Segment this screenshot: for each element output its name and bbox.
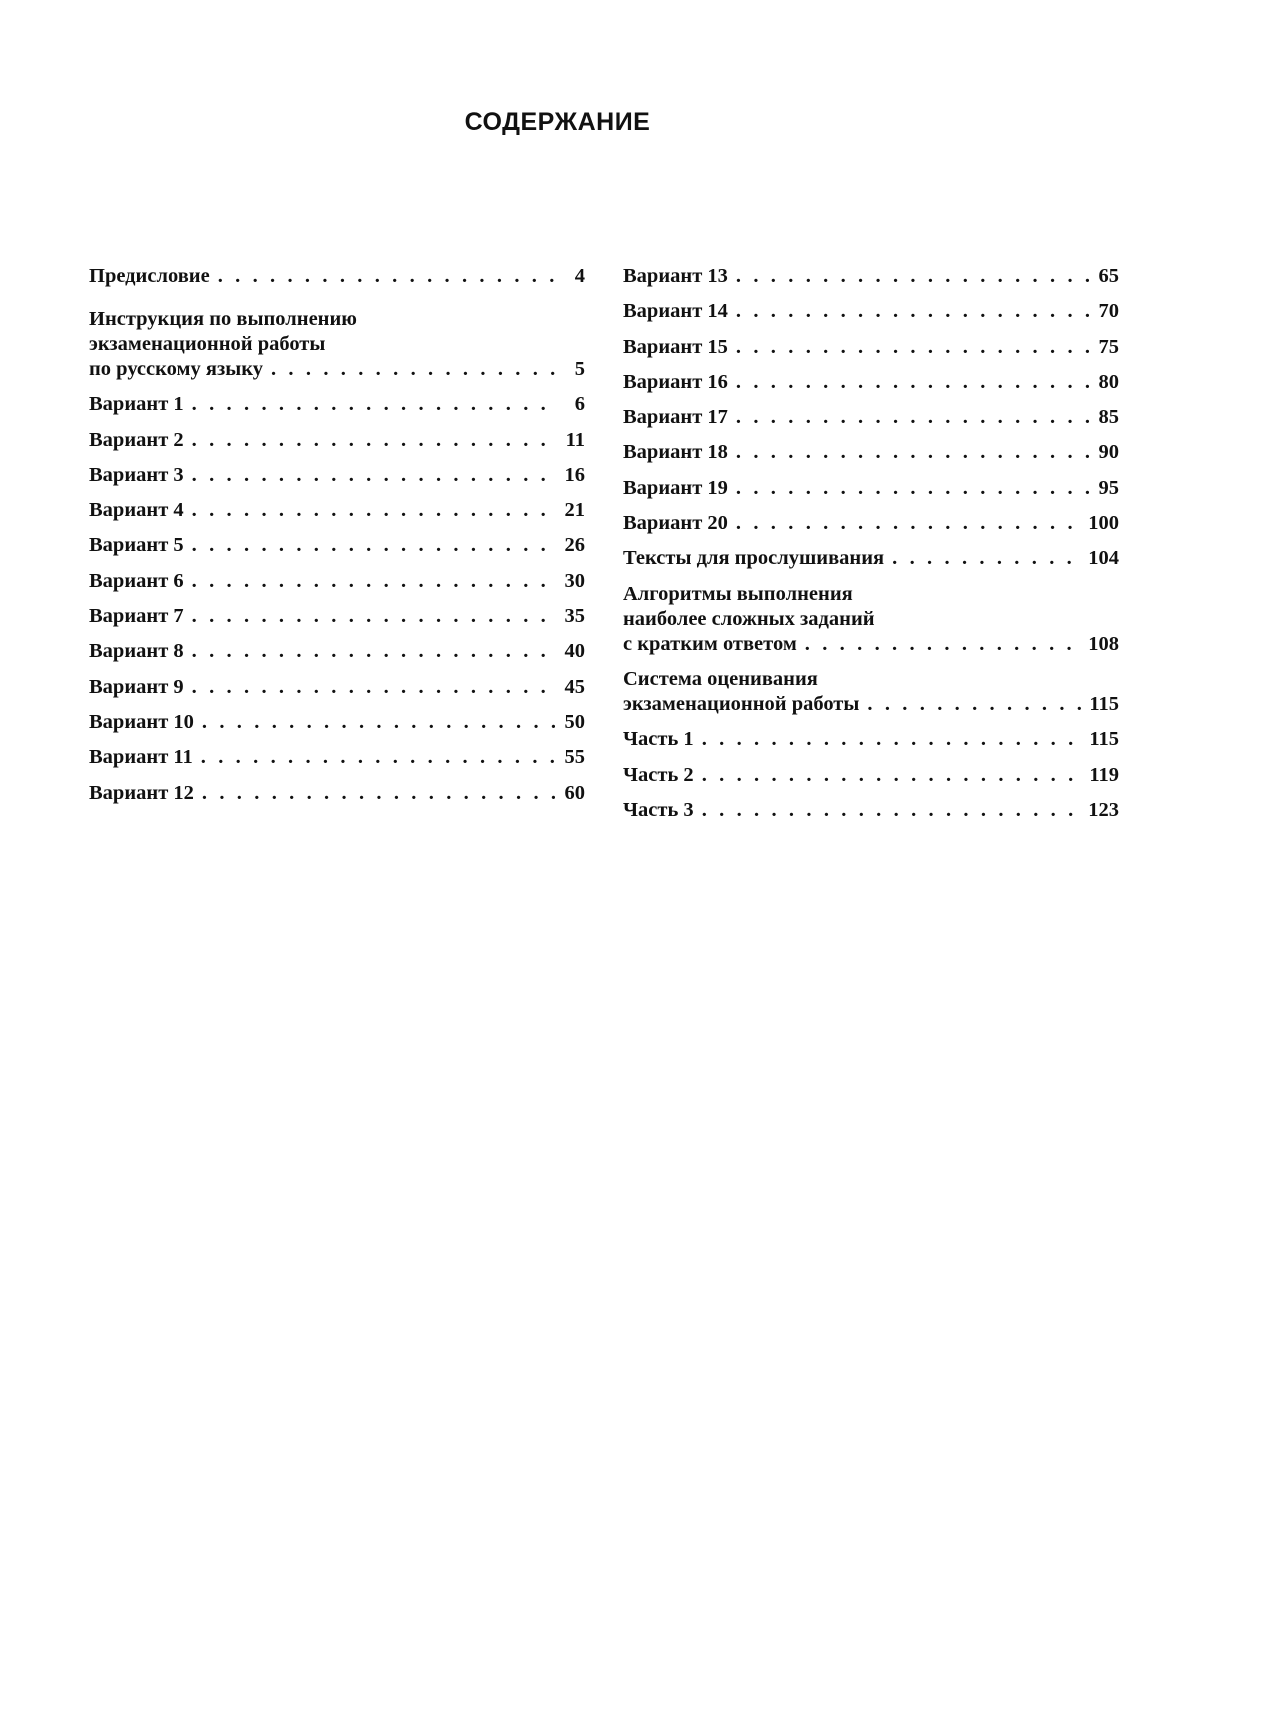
toc-page-number: 108 [1088, 632, 1119, 655]
dot-leader [702, 763, 1084, 788]
toc-page-number: 16 [564, 463, 585, 486]
toc-page-number: 30 [564, 569, 585, 592]
toc-entry-label: Вариант 2 [89, 428, 184, 451]
toc-entry-label: экзаменационной работы [623, 692, 860, 715]
toc-entry[interactable] [623, 335, 1119, 360]
toc-page-number: 100 [1088, 512, 1119, 535]
toc-left-column [89, 264, 585, 816]
toc-right-column [623, 264, 1119, 833]
toc-page-number: 21 [564, 499, 585, 522]
toc-variants-list [89, 392, 585, 805]
dot-leader [702, 798, 1083, 823]
toc-parts-list [623, 727, 1119, 823]
toc-page-number: 95 [1098, 476, 1119, 499]
toc-entry[interactable] [623, 440, 1119, 465]
dot-leader [736, 335, 1089, 360]
toc-entry-label: Вариант 12 [89, 781, 194, 804]
toc-entry-label-line: Система оценивания [623, 667, 818, 690]
toc-entry[interactable] [89, 392, 585, 417]
dot-leader [271, 357, 555, 382]
toc-entry-label-line: экзаменационной работы [89, 333, 326, 355]
toc-entry[interactable] [623, 299, 1119, 324]
toc-page-number: 75 [1098, 335, 1119, 358]
toc-entry-label: Вариант 20 [623, 512, 728, 535]
dot-leader [192, 428, 555, 453]
toc-page-number: 6 [574, 393, 585, 416]
dot-leader [192, 569, 555, 594]
toc-entry[interactable] [89, 604, 585, 629]
dot-leader [736, 476, 1089, 501]
toc-entry-label: Часть 2 [623, 763, 694, 786]
toc-page-number: 26 [564, 534, 585, 557]
toc-page-number: 90 [1098, 441, 1119, 464]
dot-leader [805, 632, 1082, 657]
dot-leader [736, 440, 1089, 465]
toc-entry-label: Вариант 1 [89, 393, 184, 416]
toc-page-number: 65 [1098, 265, 1119, 287]
toc-entry-label: Вариант 17 [623, 406, 728, 429]
dot-leader [702, 727, 1084, 752]
toc-entry-label: Вариант 9 [89, 675, 184, 698]
toc-page-number: 115 [1089, 728, 1119, 751]
dot-leader [736, 264, 1089, 289]
dot-leader [202, 781, 555, 806]
toc-entry[interactable] [89, 428, 585, 453]
toc-entry-label: Тексты для прослушивания [623, 547, 885, 570]
page-title: СОДЕРЖАНИЕ [464, 108, 651, 136]
toc-entry-preface[interactable] [89, 264, 585, 289]
toc-page-number: 55 [564, 746, 585, 769]
toc-entry-label: Вариант 13 [623, 265, 728, 287]
toc-entry[interactable] [89, 533, 585, 558]
toc-entry-label: с кратким ответом [623, 632, 797, 655]
dot-leader [192, 463, 555, 488]
toc-entry-label: Вариант 15 [623, 335, 728, 358]
toc-page-number: 11 [565, 428, 585, 451]
dot-leader [736, 511, 1082, 536]
toc-entry-grading[interactable] [623, 667, 1119, 717]
dot-leader [192, 675, 555, 700]
toc-page-number: 80 [1098, 370, 1119, 393]
dot-leader [892, 546, 1082, 571]
toc-entry-label: Часть 1 [623, 728, 694, 751]
toc-entry[interactable] [89, 639, 585, 664]
toc-entry-label-line: Инструкция по выполнению [89, 308, 357, 330]
dot-leader [192, 498, 555, 523]
toc-entry-label: Вариант 8 [89, 640, 184, 663]
toc-entry-label: Вариант 3 [89, 463, 184, 486]
dot-leader [192, 533, 555, 558]
dot-leader [736, 299, 1089, 324]
toc-entry[interactable] [89, 675, 585, 700]
toc-page-number: 104 [1088, 547, 1119, 570]
toc-entry-label: Вариант 11 [89, 746, 193, 769]
toc-entry[interactable] [623, 405, 1119, 430]
dot-leader [218, 264, 555, 289]
dot-leader [192, 604, 555, 629]
dot-leader [202, 710, 555, 735]
toc-entry-instruction[interactable] [89, 307, 585, 382]
toc-entry[interactable] [623, 763, 1119, 788]
toc-page-number: 70 [1098, 300, 1119, 323]
toc-entry[interactable] [623, 264, 1119, 289]
toc-variants-list [623, 264, 1119, 536]
toc-entry[interactable] [89, 745, 585, 770]
toc-entry-label: Вариант 5 [89, 534, 184, 557]
toc-page-number: 40 [564, 640, 585, 663]
toc-entry-label: Вариант 6 [89, 569, 184, 592]
toc-page-number: 35 [564, 605, 585, 628]
dot-leader [192, 392, 555, 417]
toc-entry-label: Вариант 4 [89, 499, 184, 522]
toc-page-number: 5 [574, 358, 585, 380]
toc-page-number: 115 [1089, 692, 1119, 715]
toc-entry-label-line: наиболее сложных заданий [623, 607, 875, 630]
dot-leader [736, 370, 1089, 395]
toc-entry-label: Предисловие [89, 265, 210, 287]
toc-page-number: 119 [1089, 763, 1119, 786]
toc-page-number: 4 [574, 265, 585, 287]
toc-page-number: 85 [1098, 406, 1119, 429]
toc-entry-label: Часть 3 [623, 798, 694, 821]
dot-leader [201, 745, 555, 770]
toc-entry[interactable] [89, 781, 585, 806]
toc-entry[interactable] [89, 710, 585, 735]
toc-page-number: 60 [564, 781, 585, 804]
toc-entry-label: Вариант 18 [623, 441, 728, 464]
dot-leader [736, 405, 1089, 430]
toc-entry-listening[interactable] [623, 546, 1119, 571]
toc-page-number: 45 [564, 675, 585, 698]
toc-entry[interactable] [623, 476, 1119, 501]
toc-entry[interactable] [89, 463, 585, 488]
dot-leader [192, 639, 555, 664]
toc-entry-algorithms[interactable] [623, 582, 1119, 657]
toc-entry-label: Вариант 16 [623, 370, 728, 393]
toc-entry-label: Вариант 14 [623, 300, 728, 323]
toc-page-number: 50 [564, 710, 585, 733]
toc-entry[interactable] [623, 798, 1119, 823]
toc-entry-label: Вариант 10 [89, 710, 194, 733]
toc-page-number: 123 [1088, 798, 1119, 821]
toc-entry[interactable] [623, 511, 1119, 536]
toc-entry[interactable] [89, 569, 585, 594]
toc-entry[interactable] [623, 727, 1119, 752]
toc-entry-label-line: Алгоритмы выполнения [623, 582, 853, 605]
toc-entry-label: Вариант 19 [623, 476, 728, 499]
toc-entry-label: по русскому языку [89, 358, 263, 380]
toc-entry[interactable] [623, 370, 1119, 395]
dot-leader [867, 692, 1083, 717]
toc-entry-label: Вариант 7 [89, 605, 184, 628]
toc-entry[interactable] [89, 498, 585, 523]
